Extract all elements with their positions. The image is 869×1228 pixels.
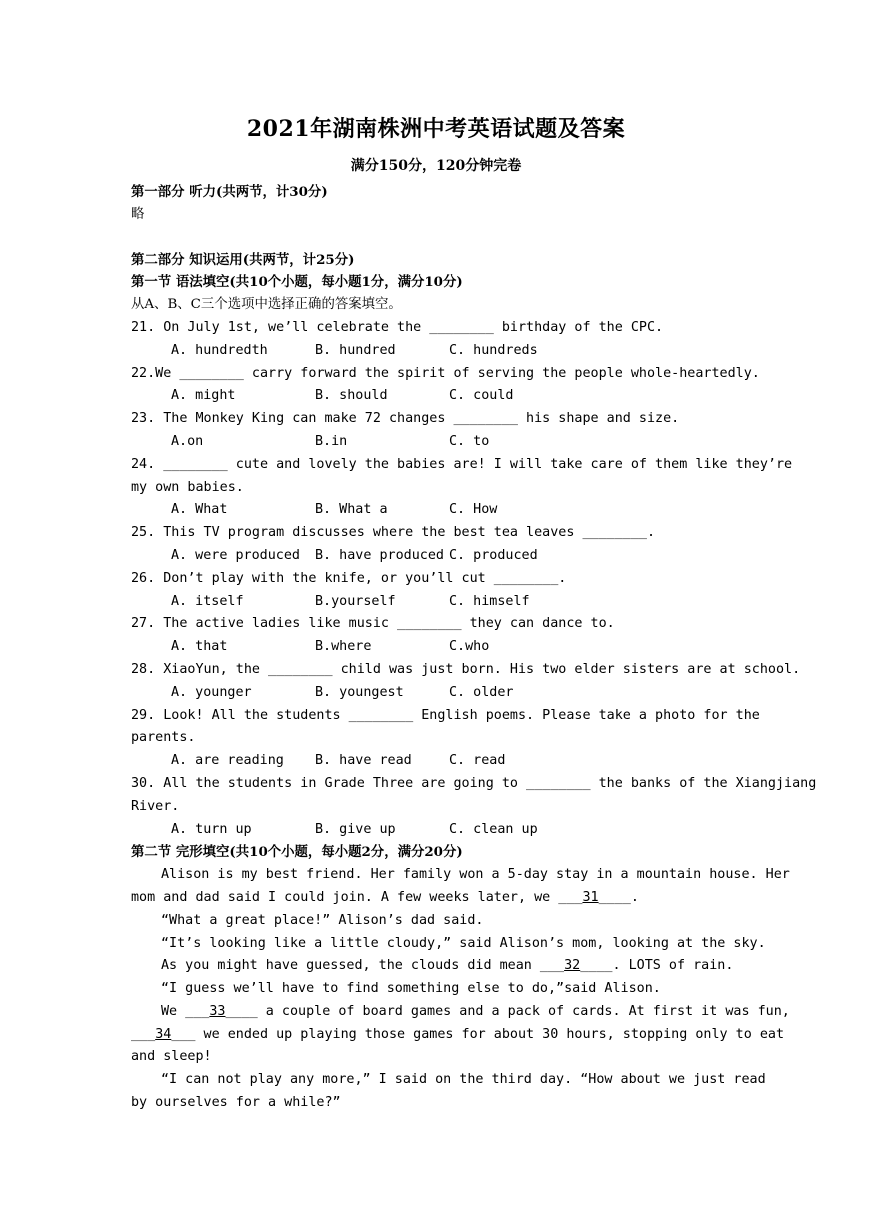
option-c: C. older	[449, 684, 514, 700]
option-c: C. himself	[449, 593, 530, 609]
option-a: A. What	[171, 502, 228, 518]
question-options	[131, 545, 741, 568]
option-c: C. hundreds	[449, 342, 538, 358]
question-options	[131, 340, 741, 363]
option-a: A.on	[171, 433, 204, 449]
option-b: B.where	[315, 639, 372, 655]
passage-text: mom and dad said I could join. A few weeks later, we ___	[131, 889, 583, 905]
exam-page	[131, 112, 817, 1115]
question-stem: 30. All the students in Grade Three are going to ________ the banks of the Xiangjiang	[131, 775, 817, 791]
option-b: B. youngest	[315, 684, 404, 700]
question-stem: 22.We ________ carry forward the spirit of serving the people whole-heartedly.	[131, 365, 760, 381]
passage-text: We ___	[161, 1003, 210, 1019]
option-b: B. What a	[315, 502, 388, 518]
option-c: C.who	[449, 639, 490, 655]
option-b: B. have produced	[315, 547, 444, 563]
option-a: A. that	[171, 639, 228, 655]
passage-line: by ourselves for a while?”	[131, 1095, 341, 1111]
blank-number: 34	[155, 1026, 172, 1042]
option-b: B. hundred	[315, 342, 396, 358]
question-stem: 21. On July 1st, we’ll celebrate the ________ birthday of the CPC.	[131, 319, 664, 335]
option-b: B.in	[315, 433, 348, 449]
passage-text: As you might have guessed, the clouds did mean ___	[161, 958, 565, 974]
passage-line: “It’s looking like a little cloudy,” said Alison’s mom, looking at the sky.	[161, 935, 766, 951]
question-stem-continued: my own babies.	[131, 479, 244, 495]
option-c: C. to	[449, 433, 490, 449]
part1-note: 略	[131, 206, 145, 222]
option-a: A. were produced	[171, 547, 300, 563]
option-c: C. produced	[449, 547, 538, 563]
option-c: C. could	[449, 388, 514, 404]
option-a: A. hundredth	[171, 342, 268, 358]
question-options	[131, 431, 741, 454]
question-options	[131, 819, 741, 842]
passage-text: ___	[131, 1026, 156, 1042]
passage-line: and sleep!	[131, 1049, 212, 1065]
passage-line	[131, 955, 741, 978]
question-stem: 24. ________ cute and lovely the babies are! I will take care of them like they’re	[131, 456, 793, 472]
question-options	[131, 682, 741, 705]
question-stem: 26. Don’t play with the knife, or you’ll cut ________.	[131, 570, 567, 586]
passage-line: “What a great place!” Alison’s dad said.	[161, 912, 484, 928]
section1-instruction: 从A、B、C三个选项中选择正确的答案填空。	[131, 297, 402, 313]
part2-heading: 第二部分 知识运用(共两节，计25分)	[131, 251, 355, 268]
option-a: A. younger	[171, 684, 252, 700]
passage-line	[131, 1024, 785, 1047]
question-options	[131, 499, 741, 522]
passage-line: “I can not play any more,” I said on the third day. “How about we just read	[161, 1072, 766, 1088]
part1-heading: 第一部分 听力(共两节，计30分)	[131, 184, 328, 200]
passage-text: ____.	[598, 889, 639, 905]
question-options	[131, 385, 741, 408]
spacer	[131, 227, 741, 249]
question-stem: 27. The active ladies like music ________ they can dance to.	[131, 616, 615, 632]
passage-text: ___ we ended up playing those games for about 30 hours, stopping only to eat	[171, 1026, 785, 1042]
option-a: A. turn up	[171, 821, 252, 837]
option-a: A. are reading	[171, 753, 284, 769]
page-subtitle: 满分150分，120分钟完卷	[350, 158, 522, 174]
passage-line	[131, 1001, 790, 1024]
option-b: B. have read	[315, 753, 412, 769]
option-b: B. give up	[315, 821, 396, 837]
question-options	[131, 750, 741, 773]
section1-heading: 第一节 语法填空(共10个小题，每小题1分，满分10分)	[131, 274, 463, 291]
section2-heading: 第二节 完形填空(共10个小题，每小题2分，满分20分)	[131, 844, 463, 861]
question-options	[131, 636, 741, 659]
question-stem: 25. This TV program discusses where the best tea leaves ________.	[131, 525, 656, 541]
blank-number: 33	[209, 1003, 226, 1019]
page-title: 2021年湖南株洲中考英语试题及答案	[246, 116, 626, 142]
question-stem: 23. The Monkey King can make 72 changes ________ his shape and size.	[131, 411, 680, 427]
question-stem-continued: parents.	[131, 730, 196, 746]
passage-text: ____ a couple of board games and a pack of cards. At first it was fun,	[225, 1003, 790, 1019]
passage-line: Alison is my best friend. Her family won a 5-day stay in a mountain house. Her	[161, 867, 790, 883]
blank-number: 32	[564, 958, 581, 974]
question-stem-continued: River.	[131, 798, 180, 814]
option-c: C. read	[449, 753, 506, 769]
passage-line	[131, 887, 741, 910]
question-options	[131, 591, 741, 614]
blank-number: 31	[582, 889, 599, 905]
passage-text: ____. LOTS of rain.	[580, 958, 734, 974]
option-a: A. might	[171, 388, 236, 404]
option-c: C. How	[449, 502, 498, 518]
option-c: C. clean up	[449, 821, 538, 837]
question-stem: 28. XiaoYun, the ________ child was just born. His two elder sisters are at school.	[131, 661, 801, 677]
option-b: B. should	[315, 388, 388, 404]
option-b: B.yourself	[315, 593, 396, 609]
question-stem: 29. Look! All the students ________ English poems. Please take a photo for the	[131, 707, 760, 723]
passage-line: “I guess we’ll have to find something else to do,”said Alison.	[161, 981, 661, 997]
option-a: A. itself	[171, 593, 244, 609]
